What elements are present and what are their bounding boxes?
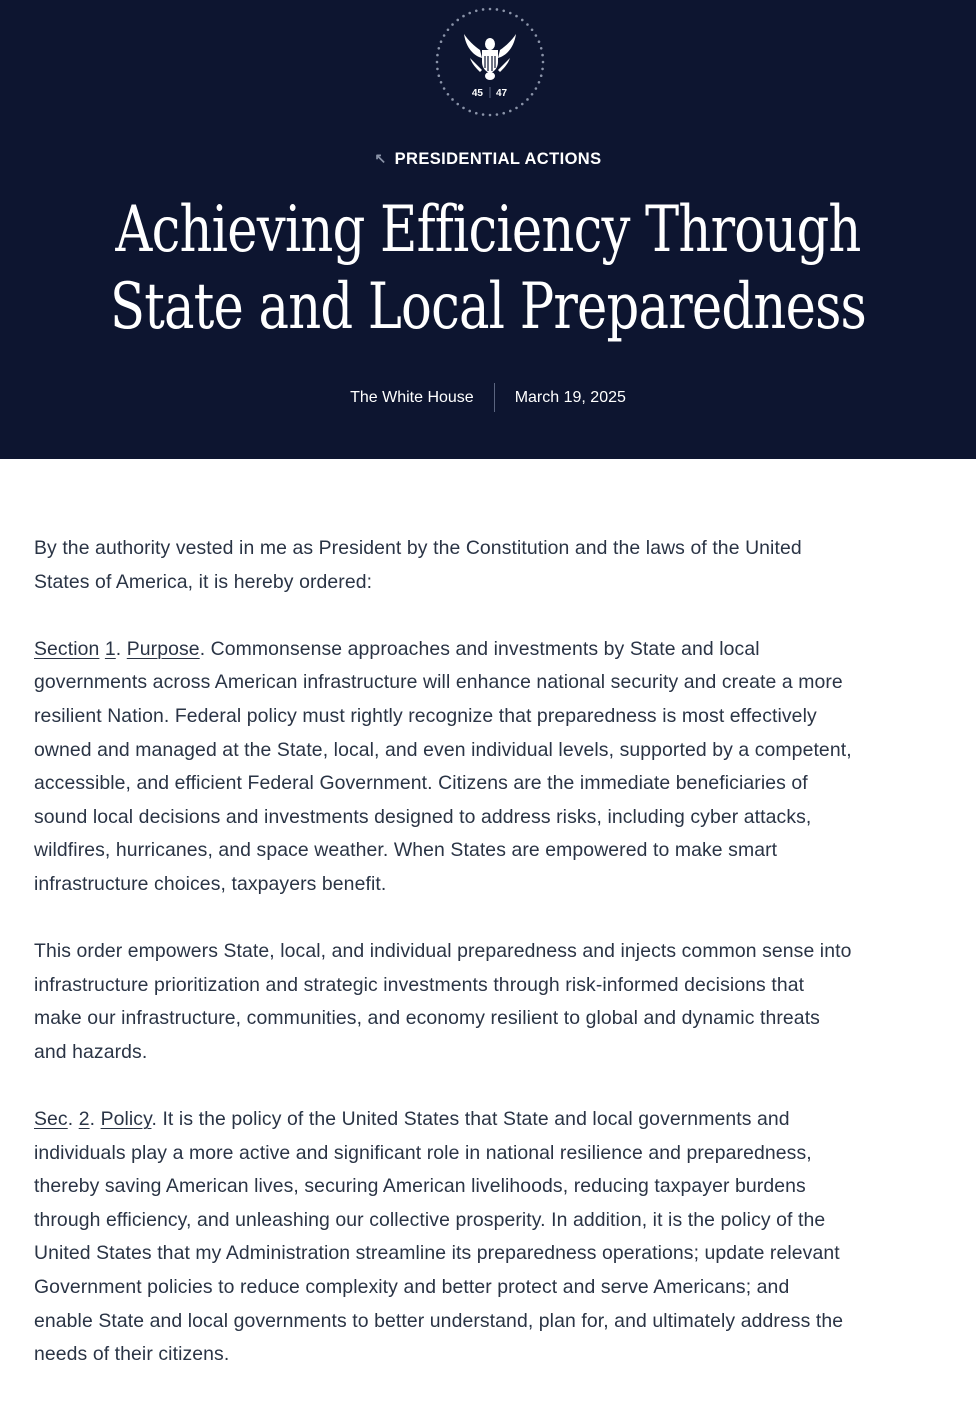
seal-star	[538, 81, 541, 84]
hero-header	[0, 0, 976, 459]
text-line: governments across American infrastructure will enhance national security and create a more	[34, 671, 843, 694]
section-number: 1	[104, 637, 116, 660]
seal-star	[475, 112, 478, 115]
seal-star	[436, 68, 439, 71]
section-heading: Purpose	[126, 637, 200, 660]
seal-star	[468, 12, 471, 15]
publish-date: March 19, 2025	[514, 388, 626, 406]
section-2-paragraph	[34, 1103, 954, 1372]
seal-star	[462, 15, 465, 18]
seal-star	[502, 10, 505, 13]
article-body	[34, 532, 954, 1405]
seal-star	[447, 93, 450, 96]
text-line: infrastructure prioritization and strategic investments through risk-informed decisions that	[34, 973, 805, 996]
text-line: United States that my Administration streamline its preparedness operations; update relevant	[34, 1242, 840, 1265]
seal-star	[531, 93, 534, 96]
seal-star	[438, 47, 441, 50]
seal-number-right: 47	[496, 88, 508, 99]
seal-star	[496, 8, 499, 11]
seal-star	[482, 113, 485, 116]
section-label: Section	[34, 637, 100, 660]
text-line: infrastructure choices, taxpayers benefit.	[34, 872, 387, 895]
title-line: Achieving Efficiency Through	[115, 193, 861, 267]
section-heading: Policy	[100, 1108, 152, 1131]
text-line: individuals play a more active and significant role in national resilience and preparedness,	[34, 1141, 812, 1164]
seal-star	[542, 61, 545, 64]
seal-star	[538, 40, 541, 43]
text-line: accessible, and efficient Federal Government. Citizens are the immediate beneficiaries of	[34, 772, 808, 795]
text-line: through efficiency, and unleashing our collective prosperity. In addition, it is the policy of the	[34, 1208, 826, 1231]
section-number: 2	[78, 1108, 90, 1131]
seal-star	[489, 8, 492, 11]
author-link[interactable]: The White House	[350, 388, 474, 406]
seal-number-left: 45	[471, 88, 483, 99]
page-title	[0, 192, 976, 346]
text-run: . It is the policy of the United States that State and local governments and	[151, 1108, 790, 1131]
seal-star	[440, 40, 443, 43]
seal-star	[489, 114, 492, 117]
text-line: wildfires, hurricanes, and space weather. When States are empowered to make smart	[34, 839, 778, 862]
section-2-first-line: Sec. 2. Policy. It is the policy of the United States that State and local governments and	[34, 1108, 790, 1131]
seal-star	[535, 87, 538, 90]
text-line: sound local decisions and investments designed to address risks, including cyber attacks,	[34, 805, 812, 828]
seal-star	[509, 12, 512, 15]
seal-star	[456, 19, 459, 22]
text-line: enable State and local governments to better understand, plan for, and ultimately address the	[34, 1309, 844, 1332]
intro-paragraph	[34, 532, 954, 599]
seal-star	[456, 103, 459, 106]
text-line: thereby saving American lives, securing American livelihoods, reducing taxpayer burdens	[34, 1175, 806, 1198]
seal-star	[443, 87, 446, 90]
seal-star	[541, 54, 544, 57]
text-line: resilient Nation. Federal policy must rightly recognize that preparedness is most effectively	[34, 704, 817, 727]
text-line: needs of their citizens.	[34, 1343, 230, 1366]
text-line: By the authority vested in me as President by the Constitution and the laws of the United	[34, 537, 802, 559]
seal-star	[535, 34, 538, 37]
presidential-seal-logo	[434, 6, 546, 118]
seal-star	[440, 81, 443, 84]
seal-star	[451, 98, 454, 101]
seal-star	[526, 23, 529, 26]
seal-star	[496, 113, 499, 116]
section-1-paragraph-2	[34, 935, 954, 1069]
seal-star	[443, 34, 446, 37]
seal-star	[436, 61, 439, 64]
seal-star	[509, 110, 512, 113]
section-label: Sec	[34, 1108, 68, 1131]
seal-star	[521, 19, 524, 22]
seal-star	[468, 110, 471, 113]
seal-star	[540, 74, 543, 77]
text-line: States of America, it is hereby ordered:	[34, 570, 373, 593]
arrow-up-left-icon: ↖	[374, 150, 387, 166]
seal-star	[531, 28, 534, 31]
byline	[0, 383, 976, 412]
eagle-icon	[464, 34, 516, 80]
text-line: and hazards.	[34, 1040, 148, 1063]
seal-star	[515, 15, 518, 18]
seal-star	[438, 74, 441, 77]
seal-star	[540, 47, 543, 50]
seal-star	[541, 68, 544, 71]
section-1-first-line: Section 1. Purpose. Commonsense approaches and investments by State and local	[34, 637, 760, 660]
seal-star	[526, 98, 529, 101]
seal-star	[521, 103, 524, 106]
section-1-paragraph	[34, 633, 954, 902]
text-line: Government policies to reduce complexity and better protect and serve Americans; and	[34, 1276, 790, 1299]
seal-star	[515, 107, 518, 110]
title-line: State and Local Preparedness	[109, 270, 867, 344]
category-label: PRESIDENTIAL ACTIONS	[394, 150, 602, 168]
seal-star	[447, 28, 450, 31]
category-link[interactable]	[0, 150, 976, 169]
seal-star	[502, 112, 505, 115]
text-line: make our infrastructure, communities, and economy resilient to global and dynamic threats	[34, 1007, 820, 1030]
seal-star	[462, 107, 465, 110]
text-line: This order empowers State, local, and individual preparedness and injects common sense into	[34, 940, 852, 963]
seal-star	[451, 23, 454, 26]
seal-star	[436, 54, 439, 57]
byline-divider	[494, 383, 495, 412]
text-run: . Commonsense approaches and investments by State and local	[199, 637, 760, 660]
text-line: owned and managed at the State, local, and even individual levels, supported by a competent,	[34, 738, 852, 761]
seal-star	[475, 10, 478, 13]
seal-star	[482, 8, 485, 11]
